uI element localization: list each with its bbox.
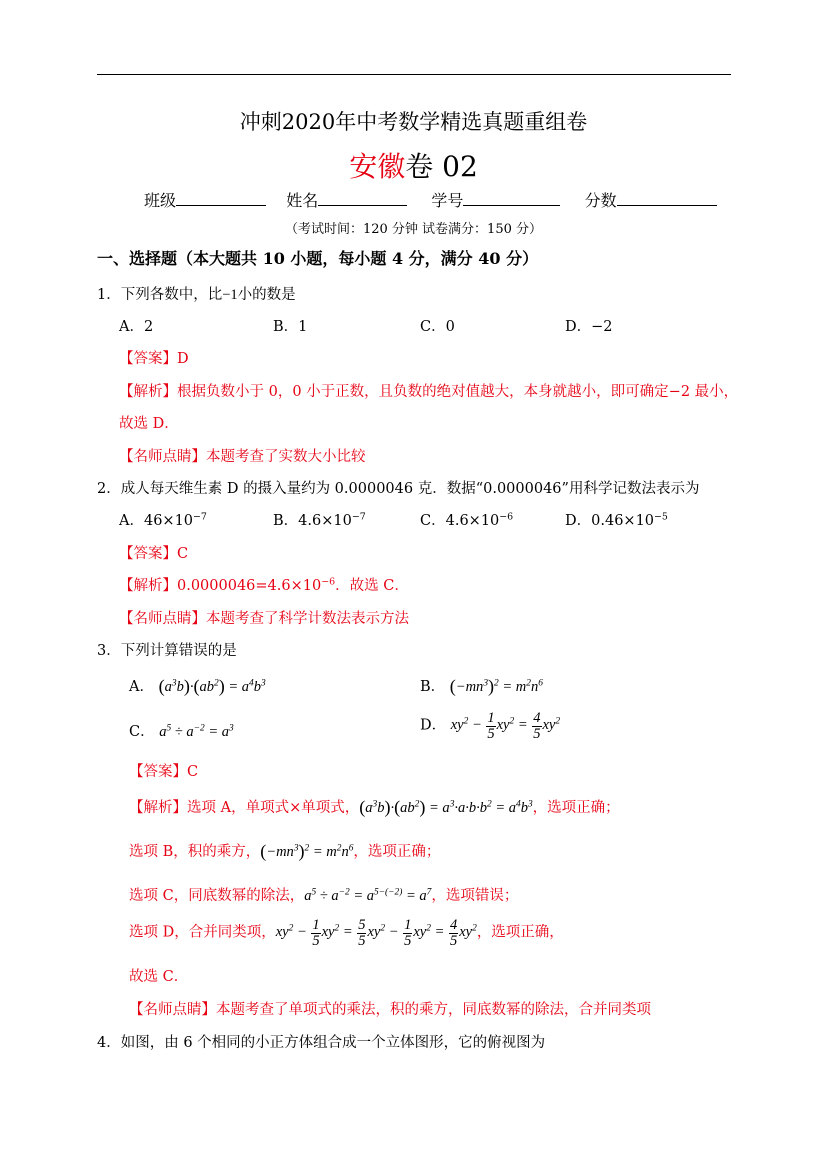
formula: $(-mn^3)^2 = m^2n^6$ <box>260 841 354 861</box>
q2-option-a[interactable] <box>119 509 207 530</box>
formula: $(a^3b)\cdot(ab^2) = a^4b^3$ <box>158 676 266 696</box>
question-stem-value: −1 <box>222 287 238 303</box>
question-3 <box>97 639 237 660</box>
class-blank[interactable] <box>176 189 266 206</box>
analysis-text: ．故选 C． <box>335 578 409 594</box>
name-blank[interactable] <box>318 189 407 206</box>
q3-analysis-d <box>129 918 564 948</box>
formula: $a^5 \div a^{-2} = a^{5-(-2)} = a^7$ <box>304 887 432 904</box>
q1-analysis: 【解析】根据负数小于 0，0 小于正数，且负数的绝对值越大，本身就越小，即可确定−2 最小， <box>119 384 739 400</box>
formula: $xy^2$ − $\frac{1}{5}$ $xy^2$ = $\frac{4}{5}$ $xy^2$ <box>450 710 561 742</box>
q1-answer: 【答案】D <box>119 351 189 367</box>
option-label: C． <box>420 513 446 529</box>
student-info-row <box>144 188 717 211</box>
q2-analysis <box>119 574 409 595</box>
q3-option-b[interactable] <box>420 675 543 697</box>
question-stem: 如图，由 6 个相同的小正方体组合成一个立体图形，它的俯视图为 <box>120 1035 546 1051</box>
option-label: B． <box>420 679 446 695</box>
q2-answer: 【答案】C <box>119 546 189 562</box>
q3-option-d[interactable] <box>420 711 560 741</box>
option-value: 0.46×10 <box>591 513 655 529</box>
question-4 <box>97 1031 545 1052</box>
q1-teacher-comment: 【名师点睛】本题考查了实数大小比较 <box>119 449 366 465</box>
formula: $xy^2$ − $\frac{1}{5}$ $xy^2$ = $\frac{5}{5}$ $xy^2$ − $\frac{1}{5}$ $xy^2$ = $\frac{4}{5}$ $xy^2$ <box>275 917 477 949</box>
question-number: 4． <box>97 1035 121 1051</box>
q1-option-c[interactable]: C．0 <box>420 319 455 335</box>
option-label: A． <box>129 679 154 695</box>
option-exponent: −5 <box>654 511 668 523</box>
q2-option-d[interactable] <box>565 509 668 530</box>
exam-meta: （考试时间：120 分钟 试卷满分：150 分） <box>284 222 543 237</box>
question-1 <box>97 283 296 304</box>
formula: $a^5 \div a^{-2} = a^3$ <box>159 723 234 740</box>
option-exponent: −7 <box>193 511 207 523</box>
student-id-label: 学号 <box>431 191 464 210</box>
option-exponent: −7 <box>351 511 366 523</box>
q1-option-d[interactable]: D．−2 <box>565 319 613 335</box>
option-label: B． <box>273 513 299 529</box>
q3-option-c[interactable] <box>129 720 234 741</box>
q2-option-c[interactable] <box>420 509 513 530</box>
name-label: 姓名 <box>286 191 319 210</box>
option-value: 4.6×10 <box>445 513 500 529</box>
analysis-text: ，选项正确； <box>532 800 620 816</box>
analysis-text: 选项 B，积的乘方， <box>129 844 261 860</box>
option-label: C． <box>129 724 155 740</box>
question-stem: 成人每天维生素 D 的摄入量约为 0.0000046 克．数据“0.0000046”用科学记数法表示为 <box>120 481 700 497</box>
formula: $(a^3b)\cdot(ab^2) = a^3\cdot a\cdot b\cdot b^2 = a^4b^3$ <box>359 797 533 817</box>
analysis-exponent: −6 <box>321 576 336 588</box>
question-stem: 下列计算错误的是 <box>120 643 237 659</box>
score-blank[interactable] <box>617 189 717 206</box>
exam-subtitle <box>0 145 827 185</box>
q1-analysis-cont: 故选 D． <box>119 416 179 432</box>
class-label: 班级 <box>144 191 177 210</box>
q3-answer: 【答案】C <box>129 764 199 780</box>
q3-teacher-comment: 【名师点睛】本题考查了单项式的乘法，积的乘方，同底数幂的除法，合并同类项 <box>129 1002 651 1018</box>
q3-analysis-e: 故选 C． <box>129 969 189 985</box>
analysis-text: ，选项正确； <box>353 844 441 860</box>
analysis-text: ，选项正确， <box>476 924 564 941</box>
question-2 <box>97 477 699 498</box>
question-number: 1． <box>97 287 121 303</box>
subtitle-paper-number: 卷 02 <box>405 150 478 183</box>
question-number: 2． <box>97 481 121 497</box>
exam-title: 冲刺2020年中考数学精选真题重组卷 <box>239 110 588 134</box>
analysis-text: ，选项错误； <box>431 888 519 904</box>
q3-option-a[interactable] <box>129 675 266 697</box>
option-label: A． <box>119 513 144 529</box>
student-id-blank[interactable] <box>463 189 560 206</box>
question-stem: 小的数是 <box>237 287 296 303</box>
option-label: D． <box>420 717 447 734</box>
subtitle-province: 安徽 <box>349 150 406 183</box>
q2-teacher-comment: 【名师点睛】本题考查了科学计数法表示方法 <box>119 611 409 627</box>
q3-analysis-a <box>129 796 620 818</box>
analysis-text: 选项 C，同底数幂的除法， <box>129 888 305 904</box>
formula: $(-mn^3)^2 = m^2n^6$ <box>449 676 543 696</box>
q1-option-a[interactable]: A．2 <box>119 319 154 335</box>
option-value: 4.6×10 <box>298 513 352 529</box>
q1-option-b[interactable]: B．1 <box>273 319 308 335</box>
header-rule <box>97 74 731 75</box>
option-value: 46×10 <box>143 513 194 529</box>
section-title-multiple-choice: 一、选择题（本大题共 10 小题，每小题 4 分，满分 40 分） <box>97 249 539 268</box>
question-number: 3． <box>97 643 121 659</box>
q3-analysis-c <box>129 884 518 905</box>
analysis-text: 【解析】选项 A，单项式×单项式， <box>129 800 360 816</box>
analysis-text: 选项 D，合并同类项， <box>129 924 276 941</box>
option-exponent: −6 <box>499 511 514 523</box>
q2-option-b[interactable] <box>273 509 366 530</box>
score-label: 分数 <box>584 191 617 210</box>
analysis-text: 【解析】0.0000046=4.6×10 <box>119 578 322 594</box>
q3-analysis-b <box>129 840 440 862</box>
question-stem: 下列各数中，比 <box>120 287 223 303</box>
option-label: D． <box>565 513 592 529</box>
